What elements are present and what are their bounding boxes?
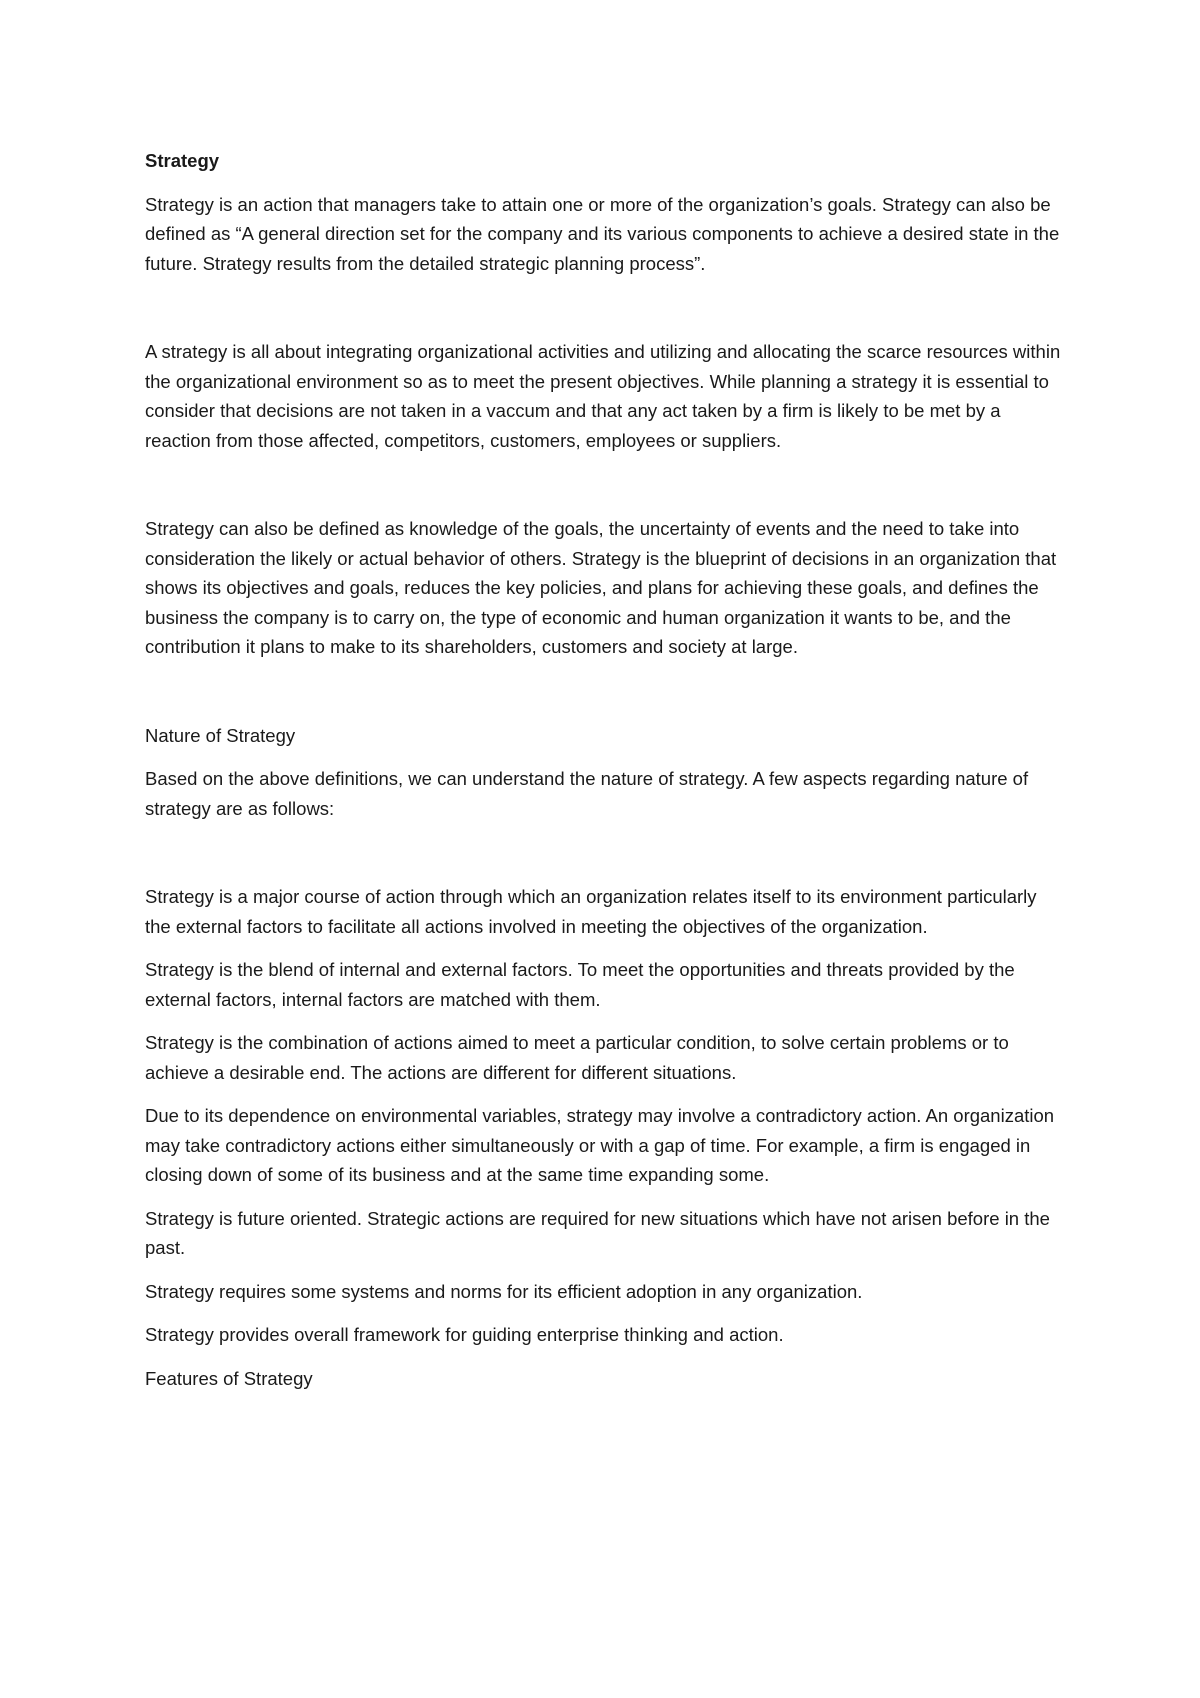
paragraph-definition: Strategy is an action that managers take to attain one or more of the organization’s goals. Strategy can also be defined as “A general direction set for the company and its various components to achieve a desired state in the future. Strategy results from the detailed strategic planning process”. [145, 193, 1060, 274]
nature-point: Strategy provides overall framework for guiding enterprise thinking and action. [145, 1324, 784, 1345]
paragraph-nature-intro: Based on the above definitions, we can understand the nature of strategy. A few aspects regarding nature of strategy are as follows: [145, 768, 1029, 819]
section-heading-nature: Nature of Strategy [145, 724, 296, 746]
document-title: Strategy [145, 150, 220, 171]
nature-point: Due to its dependence on environmental variables, strategy may involve a contradictory action. An organization may take contradictory actions either simultaneously or with a gap of time. For example, a firm is engaged in closing down of some of its business and at the same time expanding some. [145, 1105, 1055, 1185]
document-body [145, 146, 1065, 1393]
nature-point: Strategy is a major course of action through which an organization relates itself to its environment particularly the external factors to facilitate all actions involved in meeting the objectives of the organization. [145, 886, 1037, 937]
nature-point: Strategy is future oriented. Strategic actions are required for new situations which have not arisen before in the past. [145, 1207, 1050, 1258]
nature-point: Strategy is the combination of actions aimed to meet a particular condition, to solve certain problems or to achieve a desirable end. The actions are different for different situations. [145, 1032, 1009, 1083]
paragraph-knowledge: Strategy can also be defined as knowledge of the goals, the uncertainty of events and the need to take into consideration the likely or actual behavior of others. Strategy is the blueprint of decisions in an organization that shows its objectives and goals, reduces the key policies, and plans for achieving these goals, and defines the business the company is to carry on, the type of economic and human organization it wants to be, and the contribution it plans to make to its shareholders, customers and society at large. [145, 518, 1057, 657]
nature-point: Strategy is the blend of internal and external factors. To meet the opportunities and threats provided by the external factors, internal factors are matched with them. [145, 959, 1015, 1010]
paragraph-integration: A strategy is all about integrating organizational activities and utilizing and allocating the scarce resources within the organizational environment so as to meet the present objectives. While planning a strategy it is essential to consider that decisions are not taken in a vaccum and that any act taken by a firm is likely to be met by a reaction from those affected, competitors, customers, employees or suppliers. [145, 341, 1061, 451]
section-heading-features: Features of Strategy [145, 1367, 313, 1389]
nature-point: Strategy requires some systems and norms for its efficient adoption in any organization. [145, 1280, 863, 1302]
